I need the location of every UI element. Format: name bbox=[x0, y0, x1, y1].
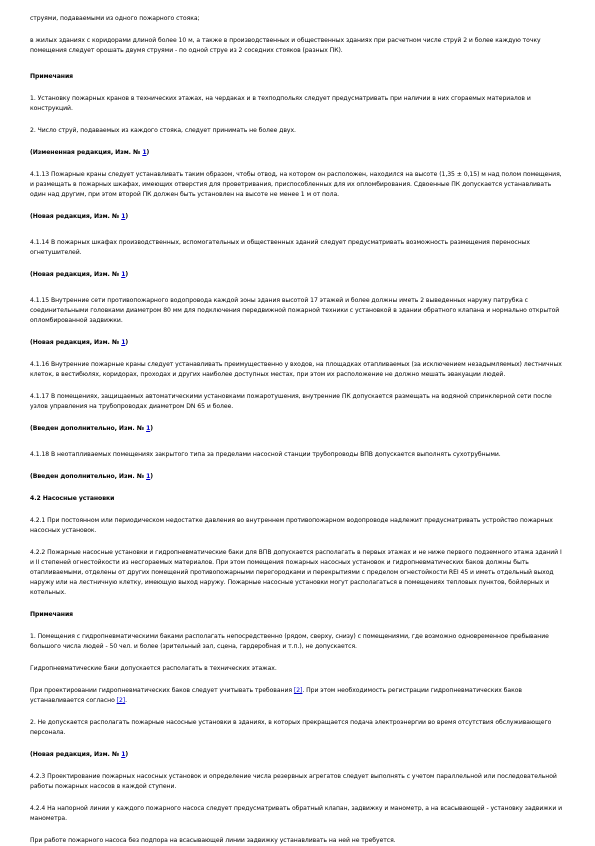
amendment-link[interactable]: 1 bbox=[146, 425, 151, 432]
clause-4-1-13: 4.1.13 Пожарные краны следует устанавливать таким образом, чтобы отвод, на котором он расположен, находился на высоте (1,35 ± 0,15) м над полом помещения, и размещать в пожарных шкафах, имеющих отверстия для проветривания, приспособленных для их опломбирования. Сдвоенные ПК допускается устанавливать один над другим, при этом второй ПК должен быть установлен на высоте не менее 1 м от пола. bbox=[30, 171, 562, 198]
amendment-link[interactable]: 1 bbox=[142, 149, 147, 156]
edition-note-4: (Новая редакция, Изм. № 1) bbox=[30, 339, 129, 346]
note-1-1: 1. Установку пожарных кранов в технических этажах, на чердаках и в техподпольях следует предусматривать при наличии в них сгораемых материалов и конструкций. bbox=[30, 95, 531, 112]
clause-4-2-3: 4.2.3 Проектирование пожарных насосных установок и определение числа резервных агрегатов следует выполнять с учетом параллельной или последовательной работы пожарных насосов в каждой ступени. bbox=[30, 773, 557, 790]
amendment-link[interactable]: 1 bbox=[121, 339, 126, 346]
note-2-1: 1. Помещения с гидропневматическими баками располагать непосредственно (рядом, сверху, снизу) с помещениями, где возможно одновременное пребывание большого числа людей - 50 чел. и более (зрительный зал, сцена, гардеробная и т.п.), не допускается. bbox=[30, 633, 549, 650]
notes-heading-1: Примечания bbox=[30, 73, 74, 80]
note-2-3: При проектировании гидропневматических баков следует учитывать требования [2]. При этом необходимость регистрации гидропневматических баков устанавливается согласно [2]. bbox=[30, 687, 522, 704]
clause-4-2-1: 4.2.1 При постоянном или периодическом недостатке давления во внутреннем противопожарном водопроводе надлежит предусматривать устройство пожарных насосных установок. bbox=[30, 517, 553, 534]
clause-4-1-16: 4.1.16 Внутренние пожарные краны следует устанавливать преимущественно у входов, на площадках отапливаемых (за исключением незадымляемых) лестничных клеток, в вестибюлях, коридорах, проходах и других наиболее доступных местах, при этом их расположение не должно мешать эвакуации людей. bbox=[30, 361, 562, 378]
note-2-2: Гидропневматические баки допускается располагать в технических этажах. bbox=[30, 665, 277, 672]
paragraph-corridors: в жилых зданиях с коридорами длиной более 10 м, а также в производственных и общественных зданиях при расчетном числе струй 2 и более каждую точку помещения следует орошать двумя струями - по одной струе из 2 соседних стояков (разных ПК). bbox=[30, 37, 541, 54]
paragraph-streams: струями, подаваемыми из одного пожарного стояка; bbox=[30, 15, 200, 22]
edition-note-6: (Введен дополнительно, Изм. № 1) bbox=[30, 473, 154, 480]
edition-note-3: (Новая редакция, Изм. № 1) bbox=[30, 271, 129, 278]
clause-4-2-4: 4.2.4 На напорной линии у каждого пожарного насоса следует предусматривать обратный клапан, задвижку и манометр, а на всасывающей - установку задвижки и манометра. bbox=[30, 805, 563, 822]
section-heading-4-2: 4.2 Насосные установки bbox=[30, 495, 115, 502]
note-1-2: 2. Число струй, подаваемых из каждого стояка, следует принимать не более двух. bbox=[30, 127, 296, 134]
edition-note-7: (Новая редакция, Изм. № 1) bbox=[30, 751, 129, 758]
clause-4-2-2: 4.2.2 Пожарные насосные установки и гидропневматические баки для ВПВ допускается располагать в первых этажах и не ниже первого подземного этажа зданий I и II степеней огнестойкости из несгораемых материалов. При этом помещения пожарных насосных установок и гидропневматических баков должны быть отапливаемыми, отделены от других помещений противопожарными перегородками и перекрытиями с пределом огнестойкости REI 45 и иметь отдельный выход наружу или на лестничную клетку, имеющую выход наружу. Пожарные насосные установки могут располагаться в помещениях тепловых пунктов, бойлерных и котельных. bbox=[30, 549, 562, 596]
notes-heading-2: Примечания bbox=[30, 611, 74, 618]
clause-4-1-17: 4.1.17 В помещениях, защищаемых автоматическими установками пожаротушения, внутренние ПК допускается размещать на водяной спринклерной сети после узлов управления на трубопроводах диаметром DN 65 и более. bbox=[30, 393, 552, 410]
edition-note-2: (Новая редакция, Изм. № 1) bbox=[30, 213, 129, 220]
clause-4-1-14: 4.1.14 В пожарных шкафах производственных, вспомогательных и общественных зданий следует предусматривать возможность размещения переносных огнетушителей. bbox=[30, 239, 530, 256]
amendment-link[interactable]: 1 bbox=[121, 213, 126, 220]
amendment-link[interactable]: 1 bbox=[121, 751, 126, 758]
edition-note-5: (Введен дополнительно, Изм. № 1) bbox=[30, 425, 154, 432]
amendment-link[interactable]: 1 bbox=[146, 473, 151, 480]
reference-link[interactable]: [2] bbox=[116, 697, 126, 704]
clause-4-1-15: 4.1.15 Внутренние сети противопожарного водопровода каждой зоны здания высотой 17 этажей и более должны иметь 2 выведенных наружу патрубка с соединительными головками диаметром 80 мм для подключения передвижной пожарной техники с установкой в здании обратного клапана и нормально открытой опломбированной задвижки. bbox=[30, 297, 560, 324]
edition-note-1: (Измененная редакция, Изм. № 1) bbox=[30, 149, 150, 156]
amendment-link[interactable]: 1 bbox=[121, 271, 126, 278]
paragraph-suction-line: При работе пожарного насоса без подпора на всасывающей линии задвижку устанавливать на ней не требуется. bbox=[30, 837, 396, 844]
reference-link[interactable]: [2] bbox=[293, 687, 303, 694]
clause-4-1-18: 4.1.18 В неотапливаемых помещениях закрытого типа за пределами насосной станции трубопроводы ВПВ допускается выполнять сухотрубными. bbox=[30, 451, 501, 458]
note-2-4: 2. Не допускается располагать пожарные насосные установки в зданиях, в которых прекращается подача электроэнергии во время отсутствия обслуживающего персонала. bbox=[30, 719, 552, 736]
